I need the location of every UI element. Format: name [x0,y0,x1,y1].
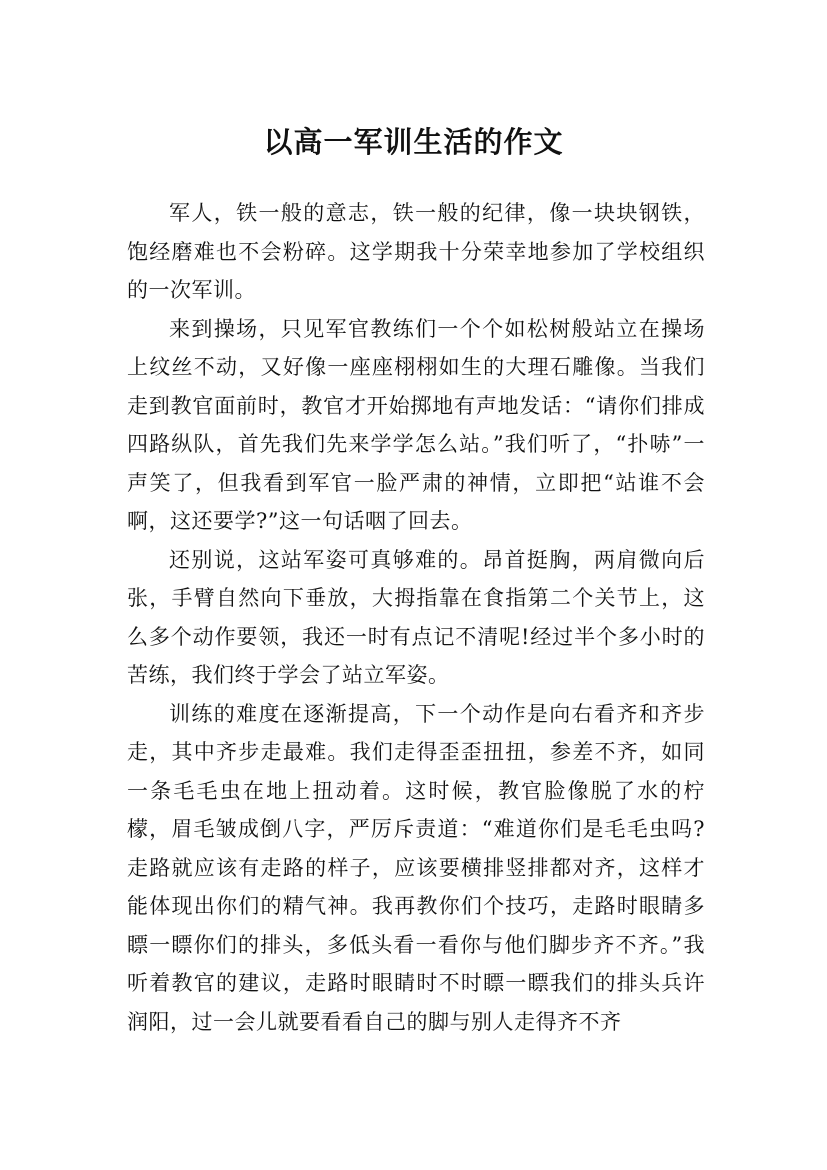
document-body [127,194,705,1041]
document-title: 以高一军训生活的作文 [263,125,564,160]
paragraph-3: 还别说，这站军姿可真够难的。昂首挺胸，两肩微向后张，手臂自然向下垂放，大拇指靠在食指第二个关节上，这么多个动作要领，我还一时有点记不清呢!经过半个多小时的苦练，我们终于学会了站立军姿。 [127,547,705,687]
paragraph-2: 来到操场，只见军官教练们一个个如松树般站立在操场上纹丝不动，又好像一座座栩栩如生的大理石雕像。当我们走到教官面前时，教官才开始掷地有声地发话：“请你们排成四路纵队，首先我们先来学学怎么站。”我们听了，“扑哧”一声笑了，但我看到军官一脸严肃的神情，立即把“站谁不会啊，这还要学?”这一句话咽了回去。 [127,316,705,533]
paragraph-4: 训练的难度在逐渐提高，下一个动作是向右看齐和齐步走，其中齐步走最难。我们走得歪歪扭扭，参差不齐，如同一条毛毛虫在地上扭动着。这时候，教官脸像脱了水的柠檬，眉毛皱成倒八字，严厉斥责道：“难道你们是毛毛虫吗?走路就应该有走路的样子，应该要横排竖排都对齐，这样才能体现出你们的精气神。我再教你们个技巧，走路时眼睛多瞟一瞟你们的排头，多低头看一看你与他们脚步齐不齐。”我听着教官的建议，走路时眼睛时不时瞟一瞟我们的排头兵许润阳，过一会儿就要看看自己的脚与别人走得齐不齐 [127,701,705,1034]
paragraph-1: 军人，铁一般的意志，铁一般的纪律，像一块块钢铁，饱经磨难也不会粉碎。这学期我十分荣幸地参加了学校组织的一次军训。 [127,201,705,302]
